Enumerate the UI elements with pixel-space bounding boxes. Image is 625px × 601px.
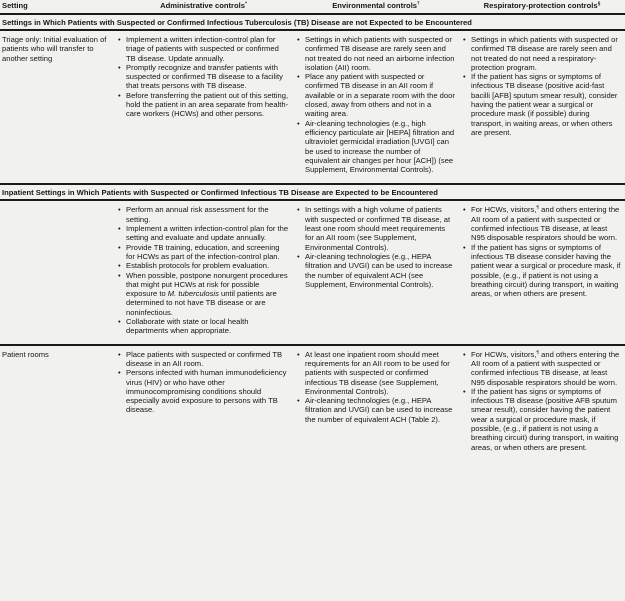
bullet-list <box>293 35 456 174</box>
bullet-list <box>459 350 622 452</box>
respiratory-protection-controls-cell <box>459 350 625 452</box>
bullet-item: • Collaborate with state or local health departments when appropriate. <box>118 317 290 336</box>
bullet-list <box>114 35 290 119</box>
environmental-controls-cell <box>293 350 459 452</box>
respiratory-protection-controls-cell <box>459 205 625 335</box>
bullet-list <box>293 205 456 289</box>
table-row <box>0 344 625 460</box>
administrative-controls-cell <box>114 35 293 174</box>
column-header-superscript: § <box>597 1 601 7</box>
bullet-item: • Place any patient with suspected or confirmed TB disease in an AII room if available or in a separate room with the door closed, away from others and not in a waiting area. <box>297 72 456 118</box>
setting-cell <box>0 205 114 335</box>
bullet-list <box>459 35 622 137</box>
bullet-item: • Implement a written infection-control plan for the setting and evaluate and update annually. <box>118 224 290 243</box>
environmental-controls-cell <box>293 205 459 335</box>
respiratory-protection-controls-cell <box>459 35 625 174</box>
column-header-label: Administrative controls <box>160 1 245 10</box>
bullet-item: • Before transferring the patient out of this setting, hold the patient in an area separate from health-care workers (HCWs) and other persons. <box>118 91 290 119</box>
section-title: Inpatient Settings in Which Patients with Suspected or Confirmed Infectious TB Disease are Expected to be Encountered <box>0 183 625 201</box>
column-header-label: Respiratory-protection controls <box>483 1 598 10</box>
bullet-list <box>293 350 456 424</box>
table-header <box>0 0 625 12</box>
bullet-item: • If the patient has signs or symptoms of infectious TB disease consider having the patient wear a surgical or procedure mask, if possible, (e.g., if patient is not using a breathing circuit) during transport, in waiting areas, or when others are present. <box>463 243 622 299</box>
bullet-item: • Air-cleaning technologies (e.g., HEPA filtration and UVGI) can be used to increase the number of equivalent ACH (Table 2). <box>297 396 456 424</box>
bullet-item: • If the patient has signs or symptoms of infectious TB disease (positive AFB sputum smear result), consider having the patient wear a surgical or procedure mask, if possible, (e.g., if patient is not using a breathing circuit) during transport, in waiting areas, or when others are present. <box>463 387 622 452</box>
column-header-label: Setting <box>2 1 28 10</box>
setting-cell: Triage only: Initial evaluation of patients who will transfer to another setting <box>2 35 107 63</box>
bullet-item: • If the patient has signs or symptoms of infectious TB disease (positive acid-fast bacilli [AFB] sputum smear result), consider having the patient wear a surgical or procedure mask (if possible) during transport, in waiting areas, or when others are present. <box>463 72 622 137</box>
environmental-controls-cell <box>293 35 459 174</box>
bullet-item: • Settings in which patients with suspected or confirmed TB disease are rarely seen and not treated do not need an airborne infection isolation (AII) room. <box>297 35 456 72</box>
bullet-item: • For HCWs, visitors,¶ and others entering the AII room of a patient with suspected or confirmed infectious TB disease, at least N95 disposable respirators should be worn. <box>463 350 622 387</box>
table-row <box>0 201 625 343</box>
administrative-controls-cell <box>114 350 293 452</box>
bullet-item: • Place patients with suspected or confirmed TB disease in an AII room. <box>118 350 290 369</box>
bullet-list <box>114 205 290 335</box>
bullet-list <box>114 350 290 415</box>
column-header-administrative-controls <box>114 1 293 10</box>
table-row <box>0 31 625 182</box>
bullet-item: • Implement a written infection-control plan for triage of patients with suspected or confirmed TB disease. Update annually. <box>118 35 290 63</box>
bullet-item: • Promptly recognize and transfer patients with suspected or confirmed TB disease to a facility that treats persons with TB disease. <box>118 63 290 91</box>
column-header-setting <box>0 1 114 10</box>
bullet-item: • Perform an annual risk assessment for the setting. <box>118 205 290 224</box>
bullet-item: • At least one inpatient room should meet requirements for an AII room to be used for patients with suspected or confirmed infectious TB disease (see Supplement, Environmental Controls). <box>297 350 456 396</box>
column-header-environmental-controls <box>293 1 459 10</box>
column-header-label: Environmental controls <box>332 1 418 10</box>
column-header-superscript: † <box>417 1 420 7</box>
bullet-item: • When possible, postpone nonurgent procedures that might put HCWs at risk for possible exposure to M. tuberculosis until patients are determined to not have TB disease or are noninfectious. <box>118 271 290 317</box>
bullet-item: • Persons infected with human immunodeficiency virus (HIV) or who have other immunocompromising conditions should especially avoid exposure to persons with TB disease. <box>118 368 290 414</box>
bullet-item: • Establish protocols for problem evaluation. <box>118 261 290 270</box>
bullet-item: • Provide TB training, education, and screening for HCWs as part of the infection-control plan. <box>118 243 290 262</box>
table-body <box>0 13 625 460</box>
column-header-respiratory-protection-controls <box>459 1 625 10</box>
administrative-controls-cell <box>114 205 293 335</box>
bullet-item: • Air-cleaning technologies (e.g., high efficiency particulate air [HEPA] filtration and ultraviolet germicidal irradiation [UVGI] can be used to increase the number of equivalent air changes per hour [ACH]) (see Supplement, Environmental Controls). <box>297 119 456 175</box>
setting-cell: Patient rooms <box>2 349 49 359</box>
bullet-item: • In settings with a high volume of patients with suspected or confirmed TB disease, at least one room should meet requirements for an AII room (see Supplement, Environmental Controls). <box>297 205 456 251</box>
section-title: Settings in Which Patients with Suspected or Confirmed Infectious Tuberculosis (TB) Disease are not Expected to be Encountered <box>0 13 625 31</box>
column-header-superscript: * <box>244 1 247 7</box>
bullet-item: • Settings in which patients with suspected or confirmed TB disease are rarely seen and not treated do not need a respiratory-protection program. <box>463 35 622 72</box>
bullet-item: • Air-cleaning technologies (e.g., HEPA filtration and UVGI) can be used to increase the number of equivalent ACH (see Supplement, Environmental Controls). <box>297 252 456 289</box>
bullet-item: • For HCWs, visitors,¶ and others entering the AII room of a patient with suspected or confirmed infectious TB disease, at least N95 disposable respirators should be worn. <box>463 205 622 242</box>
bullet-list <box>459 205 622 298</box>
